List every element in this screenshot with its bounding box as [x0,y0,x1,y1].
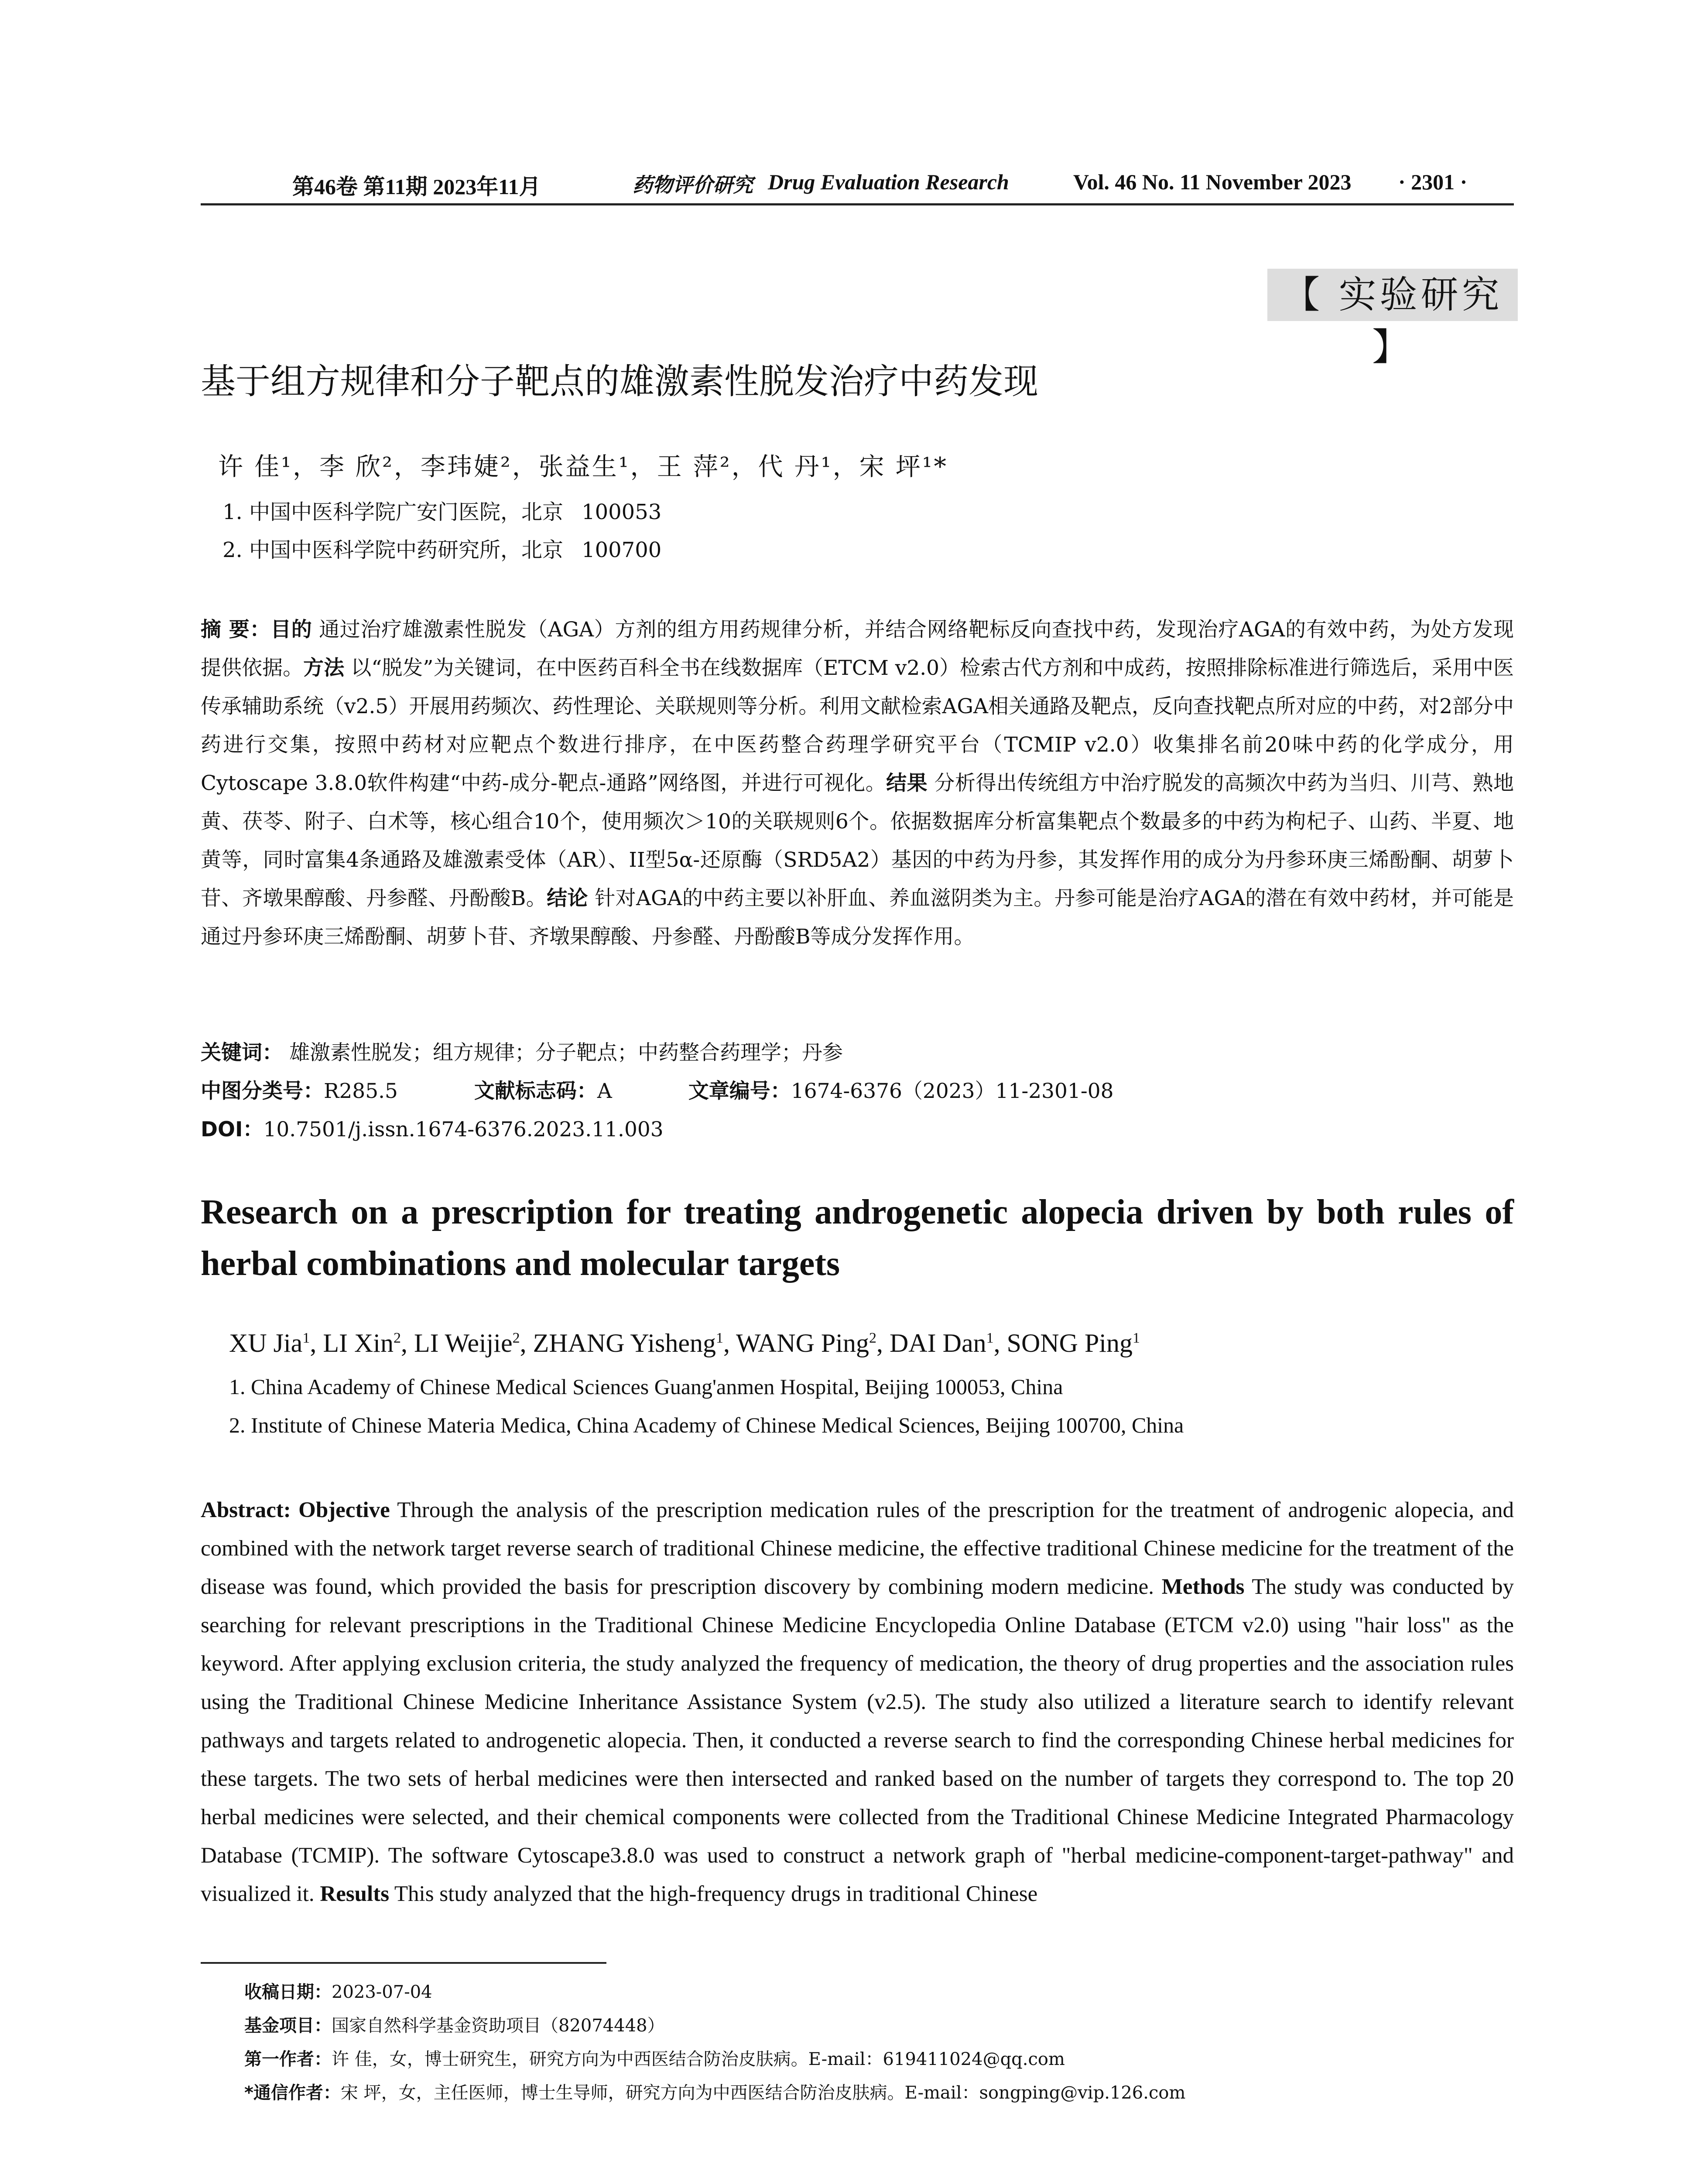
doc-code-label: 文献标志码： [474,1079,597,1103]
en-author: LI Xin [323,1329,394,1357]
cn-objective: 通过治疗雄激素性脱发（AGA）方剂的组方用药规律分析，并结合网络靶标反向查找中药，发现治疗AGA的有效中药，为处方发现提供依据。 [201,618,1514,680]
en-results: This study analyzed that the high-frequency drugs in traditional Chinese [394,1882,1038,1906]
cn-methods: 以“脱发”为关键词，在中医药百科全书在线数据库（ETCM v2.0）检索古代方剂和中成药，按照排除标准进行筛选后，采用中医传承辅助系统（v2.5）开展用药频次、药性理论、关联规则等分析。利用文献检索AGA相关通路及靶点，反向查找靶点所对应的中药，对2部分中药进行交集，按照中药材对应靶点个数进行排序，在中医药整合药理学研究平台（TCMIP v2.0）收集排名前20味中药的化学成分，用Cytoscape 3.8.0软件构建“中药-成分-靶点-通路”网络图，并进行可视化。 [201,656,1514,795]
cn-conclusion: 针对AGA的中药主要以补肝血、养血滋阴类为主。丹参可能是治疗AGA的潜在有效中药材，并可能是通过丹参环庚三烯酚酮、胡萝卜苷、齐墩果醇酸、丹参醛、丹酚酸B等成分发挥作用。 [201,886,1514,949]
footnote-funding [244,2012,665,2037]
author-affil-sup: 2 [512,1330,520,1346]
article-no-label: 文章编号： [688,1079,791,1103]
cn-results-label: 结果 [886,771,928,795]
footnote-received [244,1978,432,2003]
cn-authors: 许 佳¹，李 欣²，李玮婕²，张益生¹，王 萍²，代 丹¹，宋 坪¹* [218,452,948,481]
footnote-corresponding-author [244,2079,1185,2104]
en-author: LI Weijie [414,1329,513,1357]
header-volume: Vol. 46 No. 11 November 2023 [1073,170,1352,194]
footnote-label: 基金项目： [244,2016,332,2036]
footnote-text: 国家自然科学基金资助项目（82074448） [332,2016,665,2036]
cn-affiliation-text: 1. 中国中医科学院广安门医院，北京 [222,500,564,524]
cn-keywords-label: 关键词： [201,1041,283,1065]
en-author: ZHANG Yisheng [533,1329,716,1357]
cn-conclusion-label: 结论 [547,886,588,910]
en-methods-label: Methods [1161,1575,1245,1599]
en-objective-label: Objective [298,1498,390,1522]
footnote-text: 2023-07-04 [332,1982,432,2002]
cn-keywords: 雄激素性脱发；组方规律；分子靶点；中药整合药理学；丹参 [289,1041,843,1065]
en-results-label: Results [320,1882,390,1906]
doi-value: 10.7501/j.issn.1674-6376.2023.11.003 [263,1118,664,1142]
en-author: WANG Ping [736,1329,869,1357]
en-affiliation-1: 1. China Academy of Chinese Medical Sciences Guang'anmen Hospital, Beijing 100053, China [229,1374,1063,1399]
author-affil-sup: 1 [1132,1330,1140,1346]
clc-value: R285.5 [324,1079,398,1103]
footnote-label: 收稿日期： [244,1982,332,2002]
article-no-value: 1674-6376（2023）11-2301-08 [791,1079,1114,1103]
en-methods: The study was conducted by searching for relevant prescriptions in the Traditional Chinese Medicine Encyclopedia Online Database (ETCM v2.0) using "hair loss" as the keyword. After applying exclusion criteria, the study analyzed the frequency of medication, the theory of drug properties and the association rules using the Traditional Chinese Medicine Inheritance Assistance System (v2.5). The study also utilized a literature search to identify relevant pathways and targets related to androgenetic alopecia. Then, it conducted a reverse search to find the corresponding Chinese herbal medicines for these targets. The two sets of herbal medicines were then intersected and ranked based on the number of targets they correspond to. The top 20 herbal medicines were selected, and their chemical components were collected from the Traditional Chinese Medicine Integrated Pharmacology Database (TCMIP). The software Cytoscape3.8.0 was used to construct a network graph of "herbal medicine-component-target-pathway" and visualized it. [201,1575,1514,1906]
cn-affiliation-1 [222,495,661,525]
cn-abstract-label: 摘 要： [201,618,271,642]
footnote-rule [201,1962,606,1964]
author-affil-sup: 1 [986,1330,994,1346]
author-affil-sup: 1 [716,1330,724,1346]
cn-classification-line [201,1072,1114,1111]
cn-affiliation-2 [222,533,661,563]
journal-name-cn: 药物评价研究 [633,173,753,197]
doc-code-value: A [597,1079,612,1103]
en-abstract-label: Abstract: [201,1498,291,1522]
cn-affiliation-text: 2. 中国中医科学院中药研究所，北京 [222,538,564,562]
running-header [201,169,1514,200]
en-title: Research on a prescription for treating androgenetic alopecia driven by both rules of herbal combinations and molecular targets [201,1193,1514,1283]
cn-title: 基于组方规律和分子靶点的雄激素性脱发治疗中药发现 [201,361,1038,402]
doi-line [201,1111,664,1149]
cn-affiliation-postcode: 100700 [582,538,662,562]
cn-abstract [201,611,1514,956]
cn-objective-label: 目的 [270,618,312,642]
en-author: DAI Dan [889,1329,986,1357]
author-affil-sup: 1 [302,1330,310,1346]
cn-affiliation-postcode: 100053 [582,500,662,524]
footnote-label: *通信作者： [244,2083,341,2103]
en-abstract [201,1491,1514,1913]
header-page: · 2301 · [1398,170,1468,194]
en-authors: XU Jia$^1$, LI Xin$^2$, LI Weijie$^2$, ZHANG Yisheng$^1$, WANG Ping$^2$, DAI Dan$^1$, SONG Ping$^1$ [229,1329,1140,1357]
footnote-first-author [244,2045,1065,2070]
footnote-text: 宋 坪，女，主任医师，博士生导师，研究方向为中西医结合防治皮肤病。E-mail：songping@vip.126.com [340,2083,1186,2103]
en-affiliation-2: 2. Institute of Chinese Materia Medica, China Academy of Chinese Medical Sciences, Beijing 100700, China [229,1413,1184,1437]
cn-results: 分析得出传统组方中治疗脱发的高频次中药为当归、川芎、熟地黄、茯苓、附子、白术等，核心组合10个，使用频次＞10的关联规则6个。依据数据库分析富集靶点个数最多的中药为枸杞子、山药、半夏、地黄等，同时富集4条通路及雄激素受体（AR）、II型5α-还原酶（SRD5A2）基因的中药为丹参，其发挥作用的成分为丹参环庚三烯酚酮、胡萝卜苷、齐墩果醇酸、丹参醛、丹酚酸B。 [201,771,1514,910]
en-author: XU Jia [229,1329,303,1357]
footnote-label: 第一作者： [244,2049,332,2069]
header-issue-cn: 第46卷 第11期 2023年11月 [292,174,541,199]
doi-label: DOI： [201,1118,264,1142]
en-author: SONG Ping [1006,1329,1133,1357]
section-tag: 【 实验研究 】 [1267,269,1518,321]
en-objective: Through the analysis of the prescription medication rules of the prescription for the treatment of androgenic alopecia, and combined with the network target reverse search of traditional Chinese medicine, the effective traditional Chinese medicine for the treatment of the disease was found, which provided the basis for prescription discovery by combining modern medicine. [201,1498,1514,1599]
journal-name-en: Drug Evaluation Research [768,170,1009,194]
header-rule [201,203,1514,205]
cn-keywords-line [201,1034,843,1072]
author-affil-sup: 2 [393,1330,401,1346]
author-affil-sup: 2 [869,1330,876,1346]
cn-methods-label: 方法 [303,656,345,680]
clc-label: 中图分类号： [201,1079,324,1103]
footnote-text: 许 佳，女，博士研究生，研究方向为中西医结合防治皮肤病。E-mail：619411024@qq.com [332,2049,1065,2069]
